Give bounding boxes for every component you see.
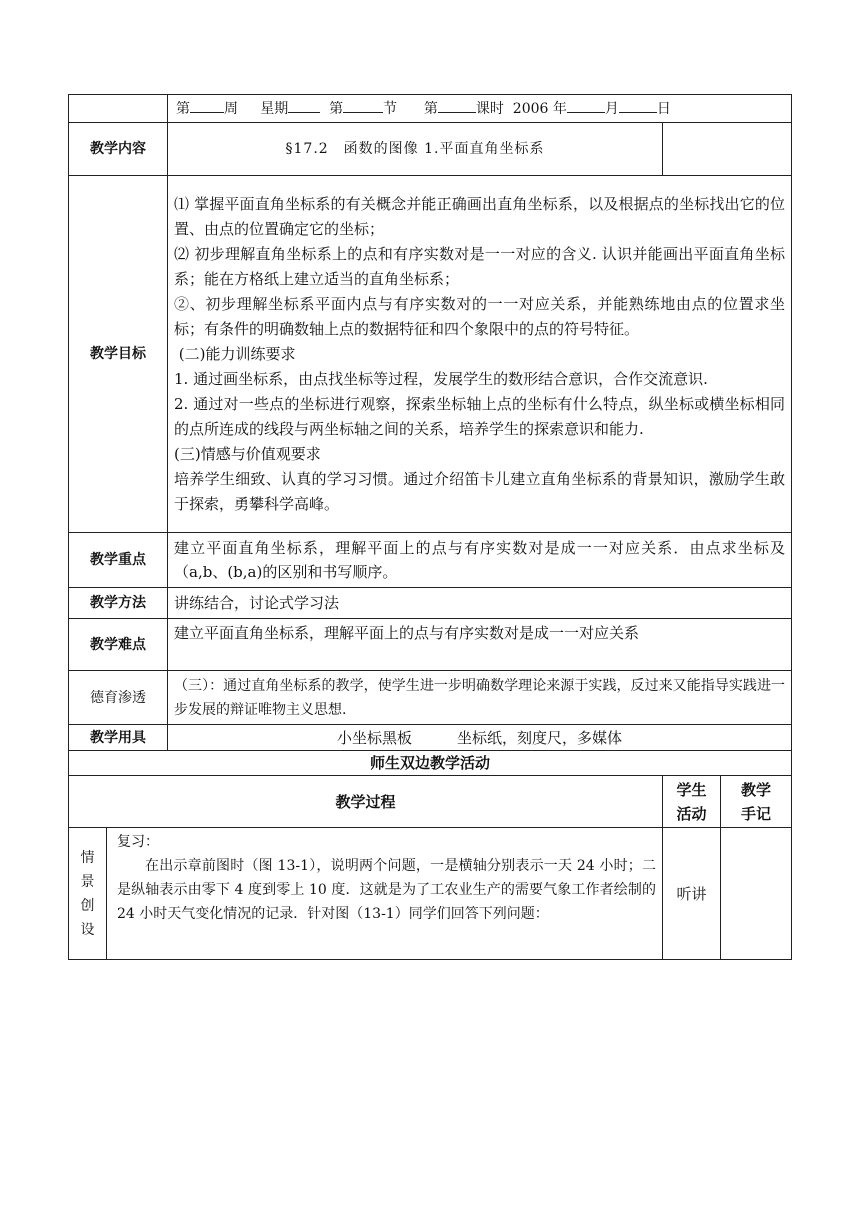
period-blank[interactable]: [438, 98, 476, 113]
objectives-cell: [168, 176, 792, 533]
method-row: [69, 588, 792, 619]
method-label: 教学方法: [69, 588, 168, 619]
student-header-line2: 活动: [676, 804, 707, 823]
period-label: 课时: [475, 100, 504, 117]
content-label: 教学内容: [69, 123, 168, 176]
schedule-empty-cell: [69, 95, 168, 123]
activity-title-row: [69, 751, 792, 776]
scene-label-char: 景: [80, 873, 95, 890]
scene-body: 在出示章前图时（图 13-1），说明两个问题，一是横轴分别表示一天 24 小时；二是纵轴表示由零下 4 度到零上 10 度．这就是为了工农业生产的需要气象工作者绘制的 24 小时天气变化情况的记录．针对图（13-1）同学们回答下列问题：: [117, 858, 656, 922]
weekday-label: 星期: [260, 100, 289, 117]
weekday-blank[interactable]: [288, 98, 320, 113]
scene-label-char: 情: [80, 849, 95, 866]
objective-line: 培养学生细致、认真的学习习惯。通过介绍笛卡儿建立直角坐标系的背景知识，激励学生敢于探索，勇攀科学高峰。: [174, 469, 786, 513]
student-activity-header: [663, 776, 721, 828]
scene-content: [107, 828, 663, 960]
tools-row: [69, 725, 792, 751]
week-blank[interactable]: [190, 98, 224, 113]
notes-header-line2: 手记: [741, 804, 772, 823]
tools-value: 小坐标黑板 坐标纸，刻度尺，多媒体: [168, 725, 792, 751]
moral-value: （三）：通过直角坐标系的教学，使学生进一步明确数学理论来源于实践，反过来又能指导实践进一步发展的辩证唯物主义思想.: [168, 671, 792, 725]
objective-line: 1. 通过画坐标系，由点找坐标等过程，发展学生的数形结合意识，合作交流意识.: [174, 369, 708, 388]
scene-label-char: 设: [80, 921, 95, 938]
keypoints-label: 教学重点: [69, 533, 168, 588]
period-prefix: 第: [423, 100, 438, 117]
objective-line: ⑴ 掌握平面直角坐标系的有关概念并能正确画出直角坐标系，以及根据点的坐标找出它的位置、由点的位置确定它的坐标；: [174, 194, 786, 238]
objective-line: (二)能力训练要求: [174, 344, 296, 363]
month-blank[interactable]: [567, 98, 605, 113]
month-label: 月: [604, 100, 619, 117]
year-label: 2006 年: [512, 100, 567, 117]
keypoints-value: 建立平面直角坐标系，理解平面上的点与有序实数对是成一一对应关系．由点求坐标及（a,b、(b,a)的区别和书写顺序。: [168, 533, 792, 588]
moral-row: [69, 671, 792, 725]
scene-label: [69, 828, 107, 960]
moral-label: 德育渗透: [69, 671, 168, 725]
difficulty-label: 教学难点: [69, 619, 168, 671]
week-prefix: 第: [176, 100, 190, 117]
review-heading: 复习：: [117, 834, 159, 850]
method-value: 讲练结合，讨论式学习法: [168, 588, 792, 619]
section-blank[interactable]: [343, 98, 383, 113]
section-label: 节: [383, 100, 398, 117]
schedule-cell: [168, 95, 792, 123]
objective-line: ⑵ 初步理解直角坐标系上的点和有序实数对是一一对应的含义. 认识并能画出平面直角坐标系；能在方格纸上建立适当的直角坐标系；: [174, 244, 786, 288]
objective-line: 2. 通过对一些点的坐标进行观察，探索坐标轴上点的坐标有什么特点，纵坐标或横坐标相同的点所连成的线段与两坐标轴之间的关系，培养学生的探索意识和能力.: [174, 394, 786, 438]
objective-line: (三)情感与价值观要求: [174, 444, 321, 463]
lesson-title: §17.2 函数的图像 1.平面直角坐标系: [168, 123, 663, 176]
student-header-line1: 学生: [676, 780, 707, 799]
week-label: 周: [224, 100, 238, 117]
difficulty-value: 建立平面直角坐标系，理解平面上的点与有序实数对是成一一对应关系: [168, 619, 792, 671]
tools-label: 教学用具: [69, 725, 168, 751]
section-prefix: 第: [329, 100, 344, 117]
process-header: 教学过程: [69, 776, 663, 828]
teaching-notes-header: [721, 776, 792, 828]
objectives-label: 教学目标: [69, 176, 168, 533]
scene-notes-cell: [721, 828, 792, 960]
process-header-row: [69, 776, 792, 828]
scene-label-char: 创: [80, 897, 95, 914]
difficulty-row: [69, 619, 792, 671]
lesson-plan-table: [68, 94, 792, 960]
content-empty-cell: [663, 123, 792, 176]
day-blank[interactable]: [619, 98, 657, 113]
notes-header-line1: 教学: [741, 780, 772, 799]
scene-row: [69, 828, 792, 960]
activity-title: 师生双边教学活动: [69, 751, 792, 776]
objectives-row: [69, 176, 792, 533]
content-row: [69, 123, 792, 176]
day-label: 日: [656, 100, 671, 117]
schedule-row: [69, 95, 792, 123]
scene-student-activity: 听讲: [663, 828, 721, 960]
keypoints-row: [69, 533, 792, 588]
objective-line: ②、初步理解坐标系平面内点与有序实数对的一一对应关系，并能熟练地由点的位置求坐标；有条件的明确数轴上点的数据特征和四个象限中的点的符号特征。: [174, 294, 786, 338]
